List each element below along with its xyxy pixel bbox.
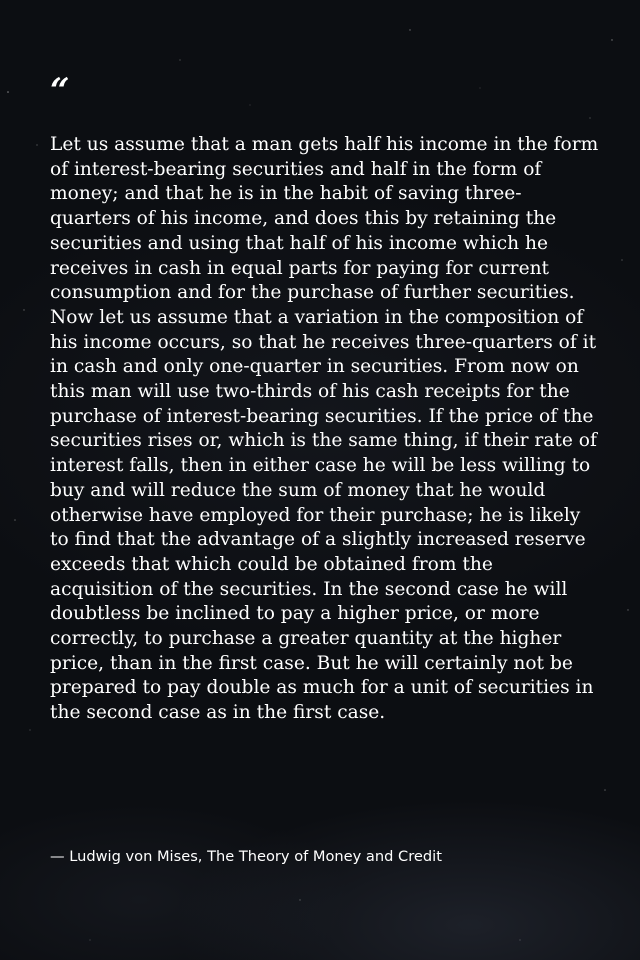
open-quote-icon: “ [50,71,70,111]
quote-attribution: — Ludwig von Mises, The Theory of Money and Credit [50,848,442,865]
quote-text: Let us assume that a man gets half his income in the form of interest-bearing securities and half in the form of money; and that he is in the habit of saving three-quarters of his income, and does this by retaining the securities and using that half of his income which he receives in cash in equal parts for paying for current consumption and for the purchase of further securities. Now let us assume that a variation in the composition of his income occurs, so that he receives three-quarters of it in cash and only one-quarter in securities. From now on this man will use two-thirds of his cash receipts for the purchase of interest-bearing securities. If the price of the securities rises or, which is the same thing, if their rate of interest falls, then in either case he will be less willing to buy and will reduce the sum of money that he would otherwise have employed for their purchase; he is likely to find that the advantage of a slightly increased reserve exceeds that which could be obtained from the acquisition of the securities. In the second case he will doubtless be inclined to pay a higher price, or more correctly, to purchase a greater quantity at the higher price, than in the first case. But he will certainly not be prepared to pay double as much for a unit of securities in the second case as in the first case. [50,134,599,724]
